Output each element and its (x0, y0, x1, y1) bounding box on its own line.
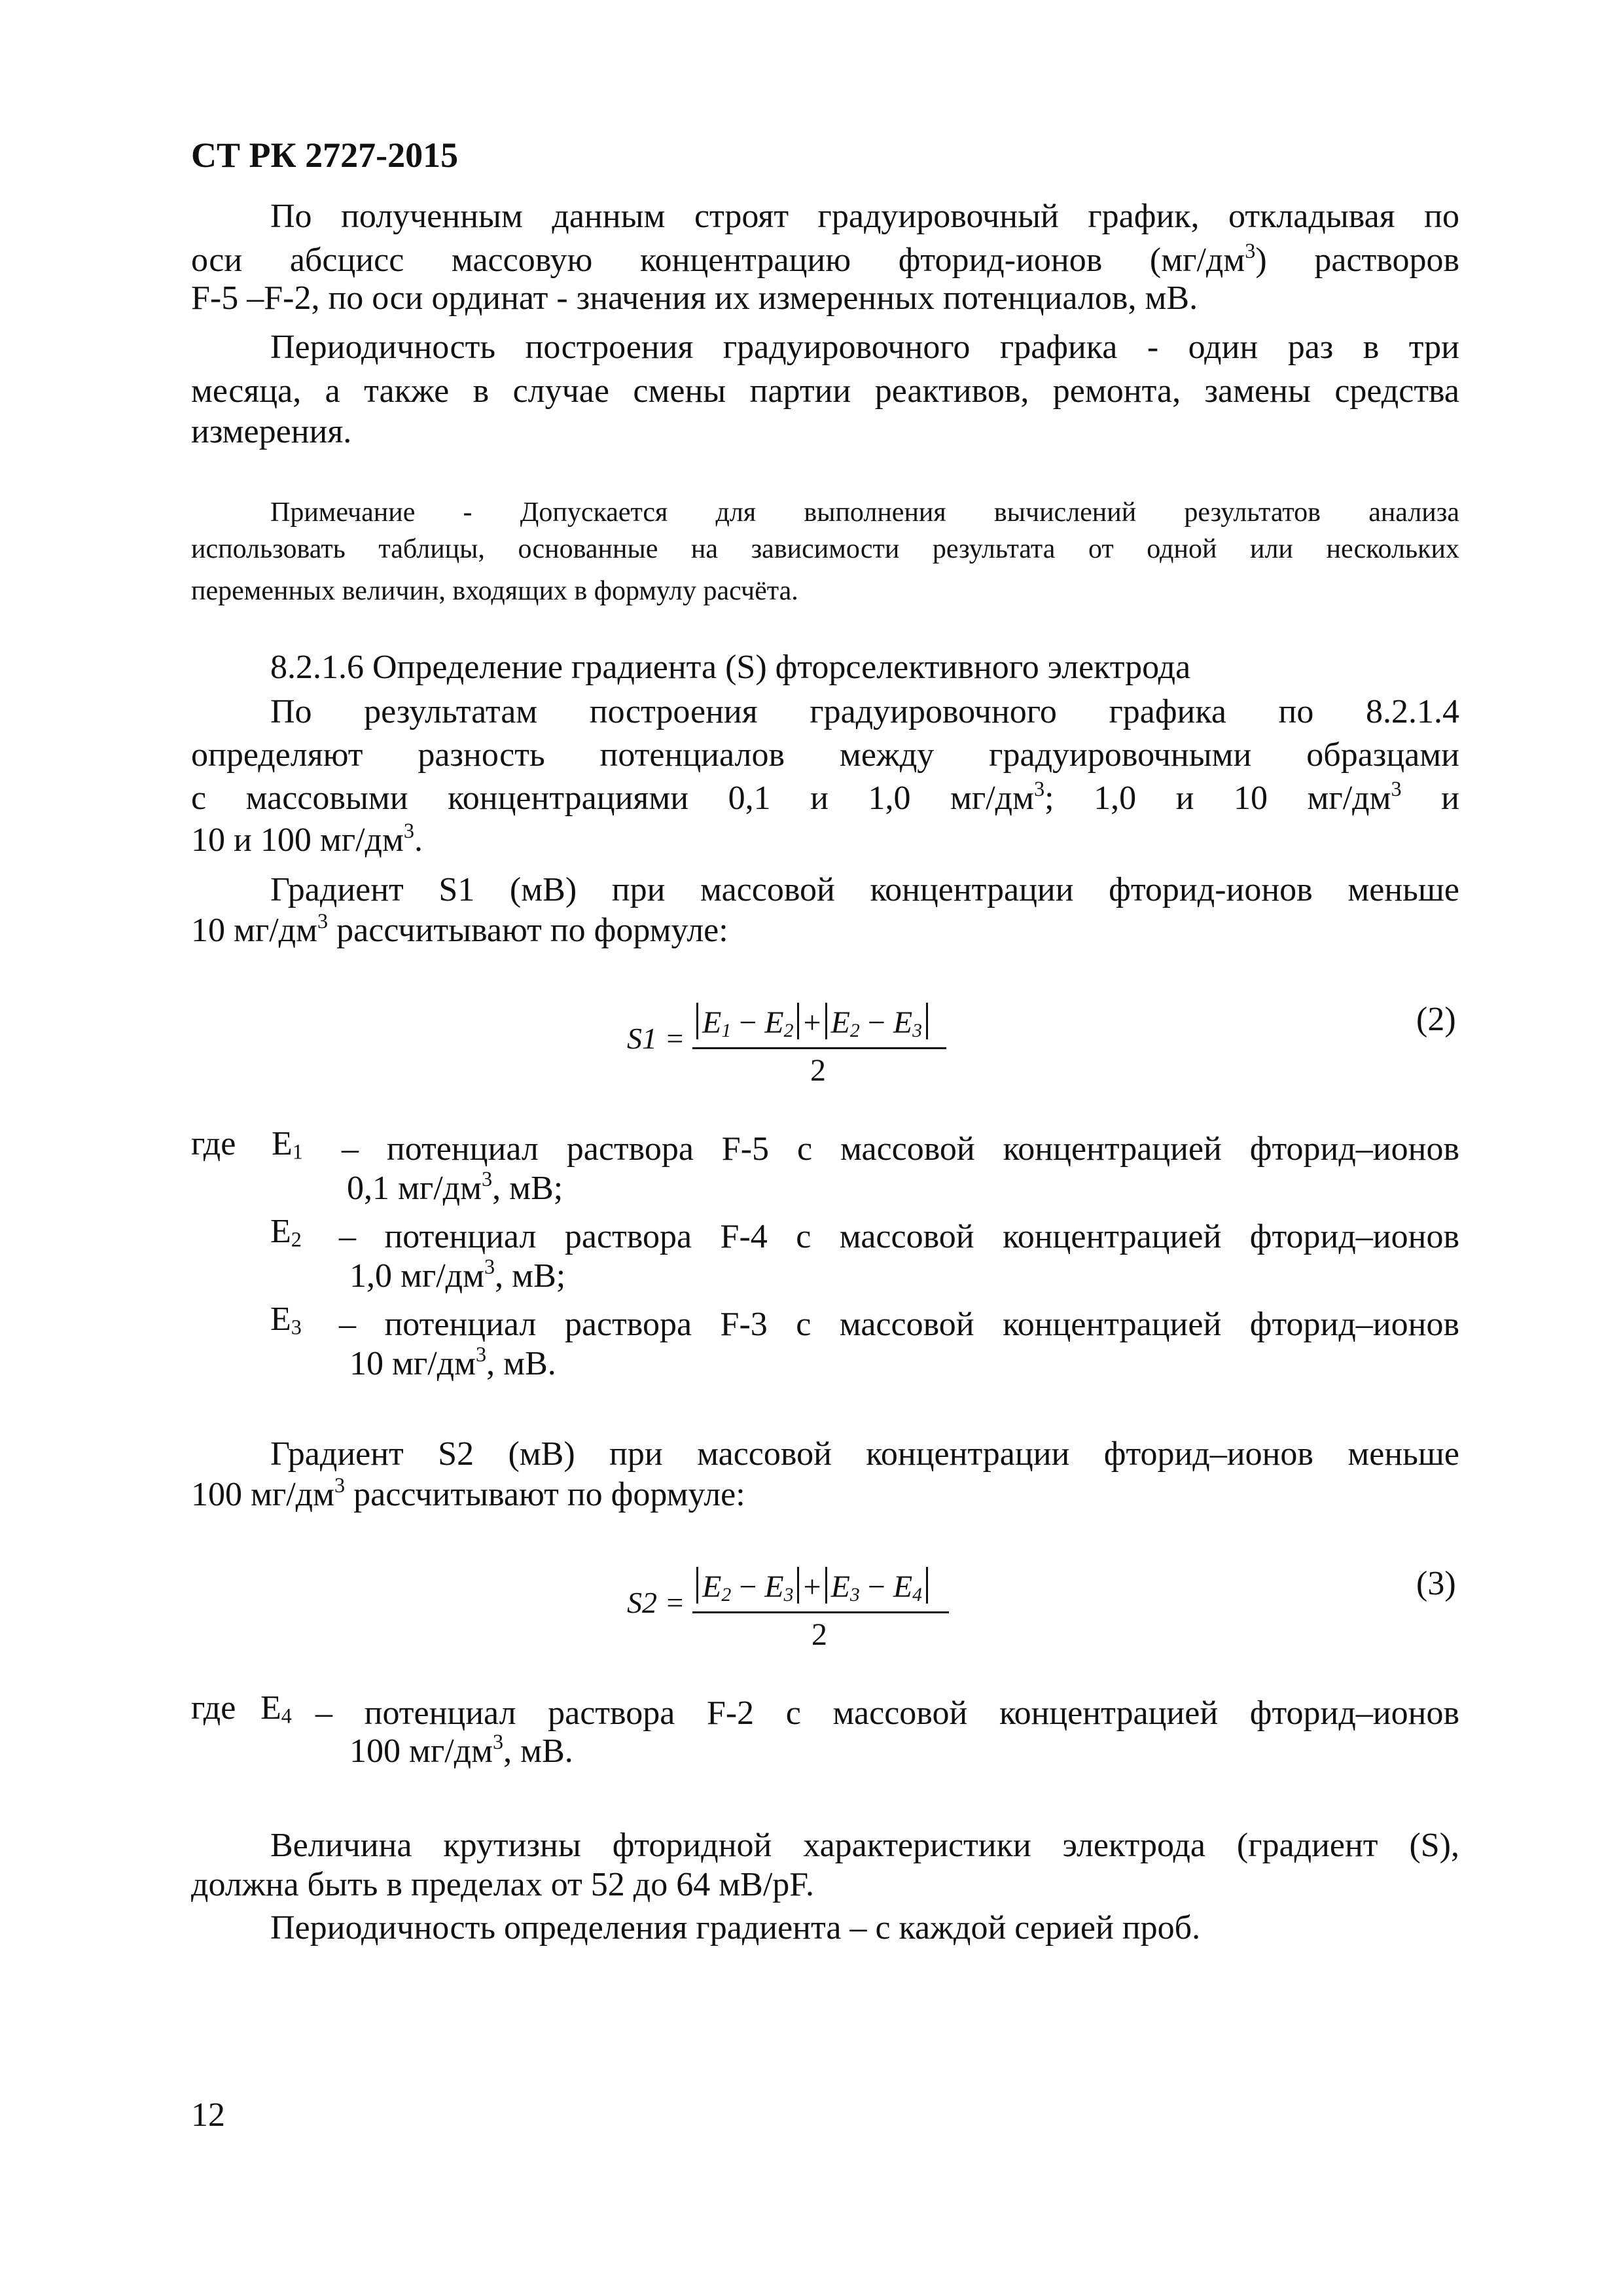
note-line3: переменных величин, входящих в формулу расчёта. (191, 576, 798, 606)
gradient1-line2-sup: 3 (317, 909, 329, 933)
e2-symbol: E (270, 1213, 291, 1250)
e4-symbol: E (260, 1689, 281, 1727)
e2-subscript: 2 (291, 1227, 302, 1251)
closing-line2: должна быть в пределах от 52 до 64 мВ/pF. (191, 1866, 815, 1903)
where2-e4-cont (349, 1730, 573, 1770)
formula3-lhs: S2 = (627, 1586, 685, 1619)
section-line4-b: . (414, 821, 423, 859)
section-line3-c: и (1401, 780, 1460, 817)
closing-line3: Периодичность определения градиента – с каждой серией проб. (270, 1909, 1201, 1946)
where1-e2-sym (270, 1215, 302, 1249)
section-line3-sup2: 3 (1391, 777, 1402, 801)
para1-line2-a: оси абсцисс массовую концентрацию фторид-ионов (мг/дм (191, 242, 1245, 279)
e4-cont-a: 100 мг/дм (349, 1732, 493, 1770)
section-line2: определяют разность потенциалов между градуировочными образцами (191, 736, 1459, 774)
formula3-minus1: − (731, 1570, 765, 1604)
e3-cont-sup: 3 (476, 1342, 487, 1367)
gradient2-line2-b: рассчитывают по формуле: (345, 1476, 745, 1513)
formula2-t1b-sub: 2 (783, 1019, 794, 1041)
formula2-t2b-sub: 3 (912, 1019, 923, 1041)
e2-cont-sup: 3 (484, 1255, 495, 1279)
formula2-number: (2) (1416, 1001, 1456, 1038)
formula2-numerator (692, 1003, 932, 1039)
e3-cont-b: , мВ. (486, 1345, 556, 1382)
note-line2: использовать таблицы, основанные на зависимости результата от одной или нескольких (191, 534, 1459, 564)
formula2-minus2: − (859, 1005, 893, 1040)
section-line3-a: с массовыми концентрациями 0,1 и 1,0 мг/дм (191, 780, 1035, 817)
gradient2-line2-a: 100 мг/дм (191, 1476, 335, 1513)
section-line3 (191, 776, 1459, 821)
formula3-t1a: E (702, 1570, 722, 1604)
formula3-t2a-sub: 3 (849, 1583, 860, 1605)
section-heading: 8.2.1.6 Определение градиента (S) фторселективного электрода (270, 649, 1191, 686)
para1-line3: F-5 –F-2, по оси ординат - значения их измеренных потенциалов, мВ. (191, 279, 1198, 317)
formula3-t1b-sub: 3 (783, 1583, 794, 1605)
abs-bar-icon (825, 1003, 827, 1039)
formula2-t2a-sub: 2 (849, 1019, 860, 1041)
e1-symbol: E (272, 1125, 293, 1162)
e3-subscript: 3 (291, 1315, 302, 1339)
section-line4-sup: 3 (403, 819, 414, 843)
page-number: 12 (191, 2096, 225, 2134)
where2-e4-text: – потенциал раствора F-2 с массовой концентрацией фторид–ионов (315, 1695, 1459, 1732)
formula2-denominator: 2 (810, 1053, 826, 1088)
abs-bar-icon (797, 1567, 799, 1604)
where1-e3-sym (270, 1300, 302, 1339)
gradient1-line1: Градиент S1 (мВ) при массовой концентрации фторид-ионов меньше (270, 871, 1459, 908)
where1-e1-sym (272, 1125, 303, 1164)
formula3-t2b: E (893, 1570, 913, 1604)
e3-cont-a: 10 мг/дм (349, 1345, 476, 1382)
abs-bar-icon (797, 1003, 799, 1039)
formula2-fraction-bar (692, 1047, 946, 1049)
formula3-t1a-sub: 2 (721, 1583, 732, 1605)
formula3-denominator: 2 (812, 1617, 827, 1652)
e1-subscript: 1 (292, 1139, 303, 1164)
formula2-t1a-sub: 1 (721, 1019, 732, 1041)
section-line4 (191, 819, 423, 859)
where2-intro: где (191, 1689, 236, 1727)
e3-symbol: E (270, 1300, 291, 1338)
formula2-lhs: S1 = (627, 1022, 685, 1055)
abs-bar-icon (926, 1003, 928, 1039)
e4-subscript: 4 (281, 1704, 292, 1728)
e1-cont-a: 0,1 мг/дм (347, 1170, 482, 1207)
gradient2-line1: Градиент S2 (мВ) при массовой концентрации фторид–ионов меньше (270, 1435, 1459, 1473)
formula3-minus2: − (859, 1570, 893, 1604)
formula3-fraction-bar (692, 1611, 949, 1613)
formula2-plus: + (803, 1005, 821, 1040)
section-line4-a: 10 и 100 мг/дм (191, 821, 404, 859)
where1-e3-text: – потенциал раствора F-3 с массовой концентрацией фторид–ионов (339, 1306, 1459, 1343)
para1-line1: По полученным данным строят градуировочный график, откладывая по (270, 198, 1459, 235)
abs-bar-icon (696, 1003, 698, 1039)
standard-header: СТ РК 2727-2015 (191, 135, 459, 175)
para2-line2: месяца, а также в случае смены партии реактивов, ремонта, замены средства (191, 372, 1459, 410)
where2-e4-sym (260, 1689, 292, 1728)
where1-e2-cont (349, 1255, 566, 1295)
para1-line2-sup: 3 (1245, 239, 1256, 263)
e4-cont-b: , мВ. (503, 1732, 573, 1770)
section-line3-sup1: 3 (1034, 777, 1045, 801)
formula2-t2b: E (893, 1005, 913, 1040)
abs-bar-icon (825, 1567, 827, 1604)
formula3-t1b: E (764, 1570, 784, 1604)
para1-line2-b: ) растворов (1255, 242, 1459, 279)
gradient2-line2 (191, 1473, 745, 1513)
formula3-t2a: E (830, 1570, 850, 1604)
e1-cont-sup: 3 (482, 1167, 493, 1191)
formula3-number: (3) (1416, 1565, 1456, 1602)
gradient1-line2 (191, 909, 728, 949)
e1-cont-b: , мВ; (492, 1170, 563, 1207)
para1-line2 (191, 238, 1459, 283)
formula2-t1b: E (764, 1005, 784, 1040)
abs-bar-icon (926, 1567, 928, 1604)
formula3-plus: + (803, 1570, 821, 1604)
where1-e1-cont (347, 1167, 563, 1207)
note-line1: Примечание - Допускается для выполнения вычислений результатов анализа (270, 497, 1459, 528)
formula2-t2a: E (830, 1005, 850, 1040)
e2-cont-a: 1,0 мг/дм (349, 1257, 485, 1295)
gradient2-line2-sup: 3 (334, 1473, 346, 1498)
gradient1-line2-b: рассчитывают по формуле: (328, 912, 728, 949)
para2-line1: Периодичность построения градуировочного графика - один раз в три (270, 329, 1459, 366)
section-line3-b: ; 1,0 и 10 мг/дм (1044, 780, 1391, 817)
where1-e2-text: – потенциал раствора F-4 с массовой концентрацией фторид–ионов (339, 1218, 1459, 1255)
formula3-t2b-sub: 4 (912, 1583, 923, 1605)
para2-line3: измерения. (191, 413, 352, 450)
gradient1-line2-a: 10 мг/дм (191, 912, 318, 949)
closing-line1: Величина крутизны фторидной характеристики электрода (градиент (S), (270, 1827, 1459, 1864)
where1-e1-text: – потенциал раствора F-5 с массовой концентрацией фторид–ионов (342, 1130, 1459, 1168)
e2-cont-b: , мВ; (495, 1257, 566, 1295)
abs-bar-icon (696, 1567, 698, 1604)
formula2-t1a: E (702, 1005, 722, 1040)
where1-intro: где (191, 1125, 236, 1162)
formula3-numerator (692, 1567, 932, 1604)
section-line1: По результатам построения градуировочного графика по 8.2.1.4 (270, 693, 1459, 730)
where1-e3-cont (349, 1342, 556, 1382)
formula2-minus1: − (731, 1005, 765, 1040)
e4-cont-sup: 3 (493, 1730, 504, 1754)
